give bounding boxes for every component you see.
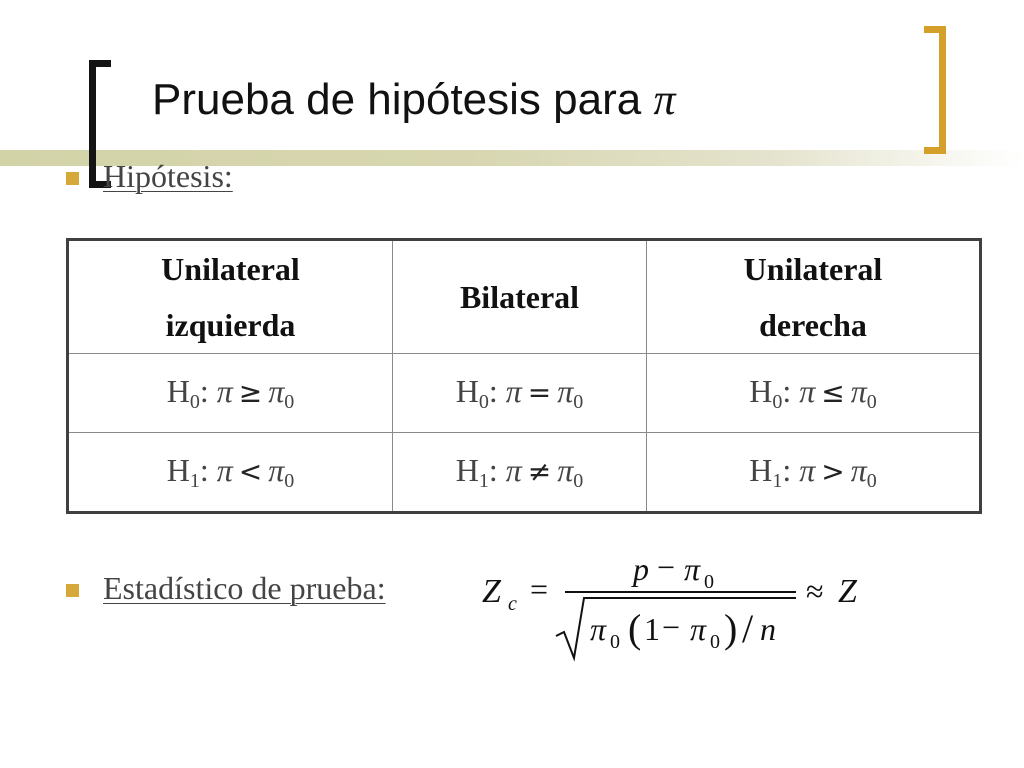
- h1-left-cell: [68, 433, 393, 513]
- right-bracket-decoration: [924, 26, 946, 154]
- slide-title-symbol: π: [653, 75, 676, 124]
- hyp-h-sub: 1: [772, 469, 783, 492]
- header-left-line2: izquierda: [165, 307, 296, 343]
- formula-den-zero: 0: [610, 631, 620, 653]
- formula-approx: ≈: [806, 573, 824, 609]
- hyp-value-sub: 0: [284, 469, 295, 492]
- hyp-param: π: [216, 372, 233, 409]
- formula-den-pi2: π: [690, 611, 707, 647]
- formula-num-minus: −: [657, 549, 676, 585]
- bullet-hipotesis: Hipótesis:: [103, 158, 233, 194]
- bullet-square-icon: [66, 584, 79, 597]
- hyp-h-sub: 0: [478, 390, 489, 413]
- h0-bilateral-cell: [393, 354, 647, 433]
- hyp-value: π: [557, 451, 574, 488]
- bullet-square-icon: [66, 172, 79, 185]
- header-bilateral: [393, 240, 647, 354]
- hyp-h-sub: 1: [478, 469, 489, 492]
- formula-num-zero: 0: [704, 571, 714, 593]
- hyp-relation: ≥: [238, 375, 263, 409]
- header-left: [68, 240, 393, 354]
- hyp-colon: :: [488, 451, 498, 488]
- hyp-value: π: [268, 372, 285, 409]
- hyp-param: π: [216, 451, 233, 488]
- hyp-value: π: [850, 451, 867, 488]
- formula-zc: Z: [482, 573, 501, 610]
- hyp-value: π: [557, 372, 574, 409]
- formula-den-lparen: (: [628, 606, 642, 651]
- hyp-h: H: [455, 372, 479, 409]
- hyp-relation: <: [238, 454, 263, 488]
- hyp-relation: ≤: [821, 375, 845, 409]
- header-right: [647, 240, 981, 354]
- formula-equals: =: [530, 571, 549, 607]
- formula-den-n: n: [760, 611, 776, 647]
- h0-left-cell: [68, 354, 393, 433]
- formula-den-rparen: ): [724, 606, 738, 651]
- formula-zc-sub: c: [508, 593, 517, 615]
- table-row: [68, 433, 981, 513]
- hyp-param: π: [505, 372, 522, 409]
- hyp-param: π: [799, 451, 816, 488]
- header-left-line1: Unilateral: [161, 251, 300, 287]
- hyp-colon: :: [199, 451, 209, 488]
- hyp-relation: >: [821, 454, 845, 488]
- hyp-h-sub: 0: [772, 390, 783, 413]
- hyp-value-sub: 0: [573, 390, 584, 413]
- formula-den-slash: /: [742, 606, 754, 651]
- hyp-h: H: [749, 372, 773, 409]
- h1-bilateral-cell: [393, 433, 647, 513]
- hyp-relation: ≠: [527, 454, 552, 488]
- slide-title: [152, 72, 676, 128]
- hyp-relation: =: [527, 375, 552, 409]
- hyp-h: H: [455, 451, 479, 488]
- hyp-colon: :: [782, 451, 792, 488]
- hyp-value-sub: 0: [866, 390, 877, 413]
- formula-num-pi: π: [684, 551, 701, 587]
- hyp-h-sub: 0: [189, 390, 200, 413]
- table-row: [68, 354, 981, 433]
- slide-title-text: Prueba de hipótesis para: [152, 75, 642, 124]
- header-bilateral-line1: Bilateral: [459, 279, 580, 315]
- hyp-h-sub: 1: [189, 469, 200, 492]
- formula-den-minus: −: [662, 609, 681, 645]
- h1-right-cell: [647, 433, 981, 513]
- formula-rhs-z: Z: [838, 573, 857, 610]
- hyp-colon: :: [782, 372, 792, 409]
- hyp-value-sub: 0: [573, 469, 584, 492]
- hyp-value-sub: 0: [284, 390, 295, 413]
- table-header-row: [68, 240, 981, 354]
- hyp-colon: :: [488, 372, 498, 409]
- bullet-estadistico: Estadístico de prueba:: [103, 570, 386, 606]
- hyp-value: π: [850, 372, 867, 409]
- formula-den-one: 1: [644, 611, 660, 647]
- formula-den-zero2: 0: [710, 631, 720, 653]
- formula-num-p: p: [633, 551, 649, 587]
- hyp-h: H: [166, 372, 190, 409]
- header-right-line1: Unilateral: [743, 251, 883, 287]
- h0-right-cell: [647, 354, 981, 433]
- hypothesis-table: [66, 238, 982, 514]
- hyp-h: H: [749, 451, 773, 488]
- hyp-colon: :: [199, 372, 209, 409]
- formula-den-pi: π: [590, 611, 607, 647]
- hyp-h: H: [166, 451, 190, 488]
- header-right-line2: derecha: [759, 307, 867, 343]
- hyp-value: π: [268, 451, 285, 488]
- hyp-param: π: [505, 451, 522, 488]
- test-statistic-formula: [470, 540, 890, 670]
- hyp-value-sub: 0: [866, 469, 877, 492]
- hyp-param: π: [799, 372, 816, 409]
